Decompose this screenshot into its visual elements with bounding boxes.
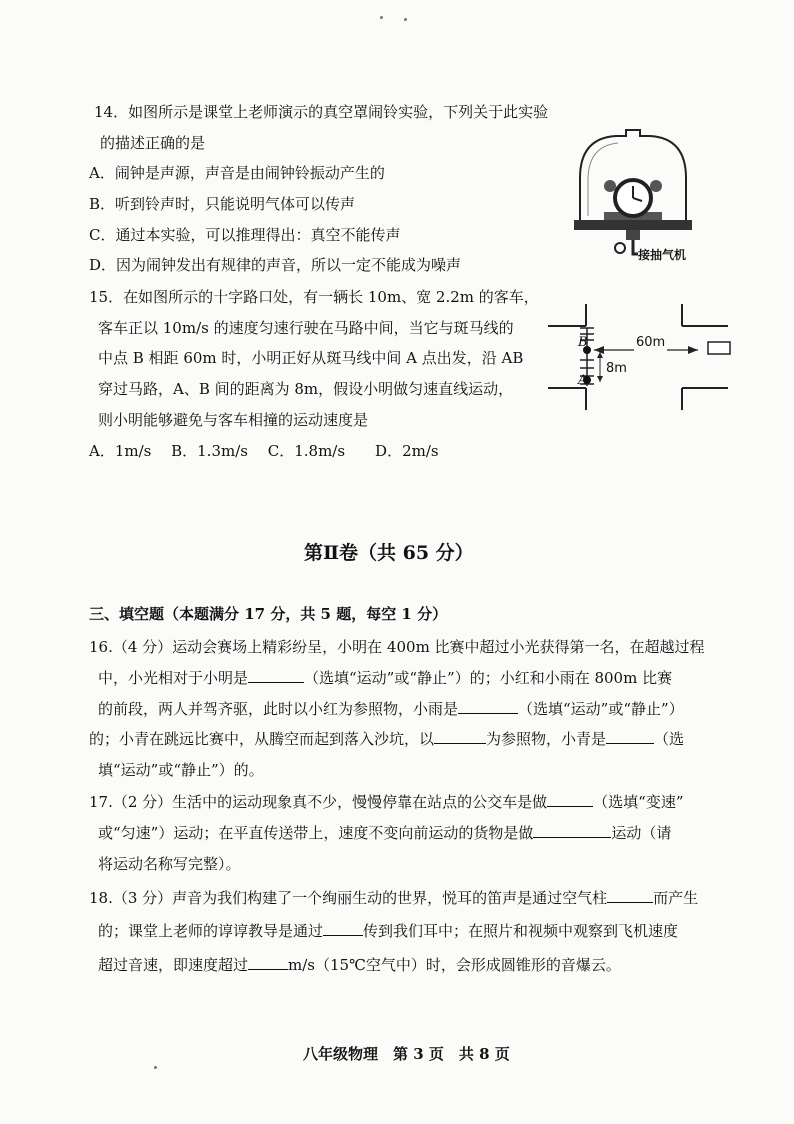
q17-blank-1[interactable] <box>547 792 593 807</box>
q14-stem-line2: 的描述正确的是 <box>100 134 206 152</box>
q16-line2 <box>98 668 672 688</box>
q18-blank-1[interactable] <box>607 888 653 903</box>
jar-base-plate <box>574 220 692 230</box>
scan-speck <box>380 16 383 19</box>
scan-speck <box>154 1066 157 1069</box>
q14-option-c: C．通过本实验，可以推理得出：真空不能传声 <box>89 226 401 244</box>
q18-line3 <box>98 955 621 975</box>
q16-text-4b: 为参照物，小青是 <box>486 730 607 748</box>
q16-blank-3[interactable] <box>434 729 486 744</box>
q17-blank-2[interactable] <box>533 823 611 838</box>
q18-text-3a: 超过音速，即速度超过 <box>98 956 249 974</box>
q15-line2: 客车正以 10m/s 的速度匀速行驶在马路中间，当它与斑马线的 <box>98 319 514 337</box>
q14-option-d: D．因为闹钟发出有规律的声音，所以一定不能成为噪声 <box>89 256 462 274</box>
q16-line4 <box>89 729 684 749</box>
fig-label-b: B <box>578 335 588 350</box>
q14-stem-line1: 14．如图所示是课堂上老师演示的真空罩闹铃实验，下列关于此实验 <box>94 103 549 121</box>
page-footer: 八年级物理 第 3 页 共 8 页 <box>303 1045 510 1063</box>
volume2-title: 第Ⅱ卷（共 65 分） <box>304 542 474 564</box>
scan-speck <box>404 18 407 21</box>
q16-text-4c: （选 <box>654 730 685 748</box>
q18-text-3b: m/s（15℃空气中）时，会形成圆锥形的音爆云。 <box>288 956 621 974</box>
q17-line3: 将运动名称写完整）。 <box>98 855 241 873</box>
q16-text-3a: 的前段，两人并驾齐驱，此时以小红为参照物，小雨是 <box>98 700 459 718</box>
q16-line1: 16.（4 分）运动会赛场上精彩纷呈，小明在 400m 比赛中超过小光获得第一名，在超越过程 <box>89 638 705 656</box>
q17-text-2a: 或“匀速”）运动；在平直传送带上，速度不变向前运动的货物是做 <box>98 824 534 842</box>
valve <box>626 230 640 240</box>
q15-options: A．1m/s B．1.3m/s C．1.8m/s D．2m/s <box>89 442 439 460</box>
q18-line1 <box>89 888 698 908</box>
q16-text-4a: 的；小青在跳远比赛中，从腾空而起到落入沙坑，以 <box>89 730 435 748</box>
q14-option-a: A．闹钟是声源，声音是由闹钟铃振动产生的 <box>89 164 385 182</box>
fig-dist-60m: 60m <box>634 333 667 353</box>
q18-text-1b: 而产生 <box>653 889 699 907</box>
q16-blank-4[interactable] <box>606 729 654 744</box>
q18-blank-3[interactable] <box>248 955 288 970</box>
q17-line1 <box>89 792 684 812</box>
q16-text-3b: （选填“运动”或“静止”） <box>518 700 684 718</box>
q17-line2 <box>98 823 671 843</box>
q16-text-2a: 中，小光相对于小明是 <box>98 669 249 687</box>
q16-blank-1[interactable] <box>248 668 304 683</box>
q15-line4: 穿过马路，A、B 间的距离为 8m，假设小明做匀速直线运动， <box>98 380 514 398</box>
section3-heading: 三、填空题（本题满分 17 分，共 5 题，每空 1 分） <box>89 605 448 623</box>
q17-text-2b: 运动（请 <box>611 824 672 842</box>
q18-text-2b: 传到我们耳中；在照片和视频中观察到飞机速度 <box>363 922 679 940</box>
q16-line5: 填“运动”或“静止”）的。 <box>98 761 264 779</box>
q14-option-b: B．听到铃声时，只能说明气体可以传声 <box>89 195 356 213</box>
q15-line1: 15．在如图所示的十字路口处，有一辆长 10m、宽 2.2m 的客车， <box>89 288 539 306</box>
q18-line2 <box>98 921 678 941</box>
fig-label-a: A <box>578 373 588 388</box>
q18-text-1a: 18.（3 分）声音为我们构建了一个绚丽生动的世界，悦耳的笛声是通过空气柱 <box>89 889 608 907</box>
q18-text-2a: 的；课堂上老师的谆谆教导是通过 <box>98 922 324 940</box>
pump-label: 接抽气机 <box>638 248 687 262</box>
q16-blank-2[interactable] <box>458 699 518 714</box>
q16-line3 <box>98 699 684 719</box>
crossroad-figure <box>548 298 738 416</box>
q18-blank-2[interactable] <box>323 921 363 936</box>
q15-line3: 中点 B 相距 60m 时，小明正好从斑马线中间 A 点出发，沿 AB <box>98 349 524 367</box>
q17-text-1b: （选填“变速” <box>593 793 684 811</box>
bus-rect <box>708 342 730 354</box>
q16-text-2b: （选填“运动”或“静止”）的；小红和小雨在 800m 比赛 <box>304 669 673 687</box>
q17-text-1a: 17.（2 分）生活中的运动现象真不少，慢慢停靠在站点的公交车是做 <box>89 793 548 811</box>
fig-dist-8m: 8m <box>606 361 627 376</box>
q15-line5: 则小明能够避免与客车相撞的运动速度是 <box>98 411 369 429</box>
